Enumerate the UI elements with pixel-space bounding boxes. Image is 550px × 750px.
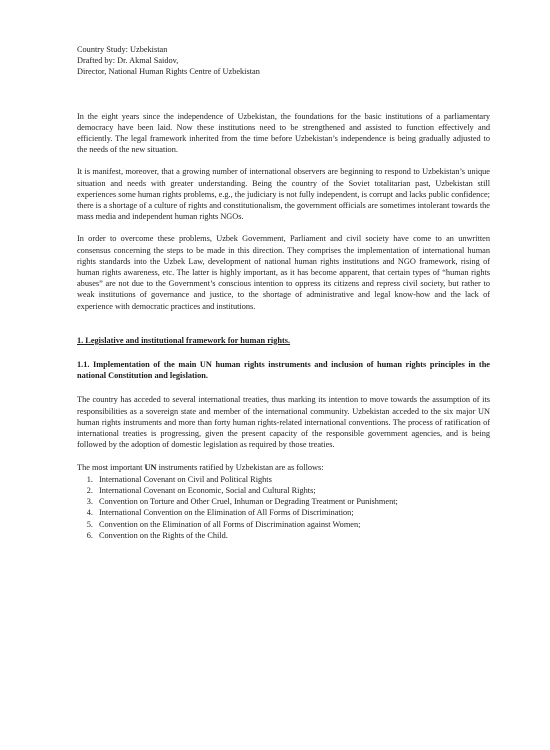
list-item-text: Convention on Torture and Other Cruel, Inhuman or Degrading Treatment or Punishment; <box>99 497 398 507</box>
paragraph-independence: In the eight years since the independence of Uzbekistan, the foundations for the basic institutions of a parliamentary democracy have been laid. Now these institutions need to be strengthened and assisted to function effectively and efficiently. The legal framework inherited from the time before Uzbekistan’s independence is being gradually adjusted to the needs of the new situation. <box>77 111 490 155</box>
list-item <box>77 507 490 518</box>
list-item-number: 5. <box>86 519 93 529</box>
list-item <box>77 474 490 485</box>
list-item-text: International Covenant on Economic, Social and Cultural Rights; <box>99 485 316 495</box>
list-item-number: 2. <box>86 485 93 495</box>
list-item-number: 1. <box>86 474 93 484</box>
paragraph-consensus: In order to overcome these problems, Uzbek Government, Parliament and civil society have come to an unwritten consensus concerning the steps to be made in this direction. They comprises the implementation of international human rights standards into the Uzbek Law, development of national human rights institutions and NGO framework, rising of human rights awareness, etc. The latter is highly important, as it has become apparent, that certain types of “human rights abuses” are not due to the Government’s conscious intention to oppress its citizens and repress civil society, but rather to weak institutions of governance and justice, to the shortage of administrative and legal know-how and the lack of experience with democratic practices and institutions. <box>77 234 490 311</box>
list-intro-before: The most important <box>77 463 145 473</box>
list-intro-un: UN <box>144 463 157 473</box>
list-intro <box>77 462 490 473</box>
document-header <box>77 44 490 78</box>
list-item <box>77 496 490 507</box>
instruments-list <box>77 474 490 541</box>
paragraph-treaties: The country has acceded to several international treaties, thus marking its intention to move towards the assumption of its responsibilities as a sovereign state and member of the international community. Uzbekistan acceded to the six major UN human rights instruments and more than forty human rights-related international conventions. The process of ratification of international treaties is progressing, given the present capacity of the responsible government agencies, and is being followed by the adoption of domestic legislation as required by those treaties. <box>77 395 490 450</box>
list-item-number: 3. <box>86 497 93 507</box>
list-item <box>77 485 490 496</box>
list-item <box>77 530 490 541</box>
subsection-heading-un-instruments: 1.1. Implementation of the main UN human rights instruments and inclusion of human rights principles in the national Constitution and legislation. <box>77 360 490 381</box>
header-country-study: Country Study: Uzbekistan <box>77 45 168 54</box>
list-item-text: International Covenant on Civil and Political Rights <box>99 474 272 484</box>
list-intro-after: instruments ratified by Uzbekistan are as follows: <box>156 463 324 473</box>
section-heading-legislative-framework: 1. Legislative and institutional framework for human rights. <box>77 335 291 345</box>
list-item <box>77 519 490 530</box>
list-item-text: Convention on the Rights of the Child. <box>99 530 228 540</box>
list-item-number: 6. <box>86 530 93 540</box>
paragraph-observers: It is manifest, moreover, that a growing number of international observers are beginning to respond to Uzbekistan’s unique situation and needs with greater understanding. Being the country of the Soviet totalitarian past, Uzbekistan still experiences some human rights problems, e.g., the judiciary is not fully independent, is corrupt and lacks public confidence; there is a shortage of a culture of rights and constitutionalism, the government officials are sometimes intolerant towards the mass media and independent human rights NGOs. <box>77 167 490 222</box>
header-drafted-by: Drafted by: Dr. Akmal Saidov, <box>77 56 179 66</box>
list-item-text: International Convention on the Elimination of All Forms of Discrimination; <box>99 508 354 518</box>
list-item-text: Convention on the Elimination of all Forms of Discrimination against Women; <box>99 519 361 529</box>
list-item-number: 4. <box>86 508 93 518</box>
header-author-title: Director, National Human Rights Centre of Uzbekistan <box>77 67 260 77</box>
